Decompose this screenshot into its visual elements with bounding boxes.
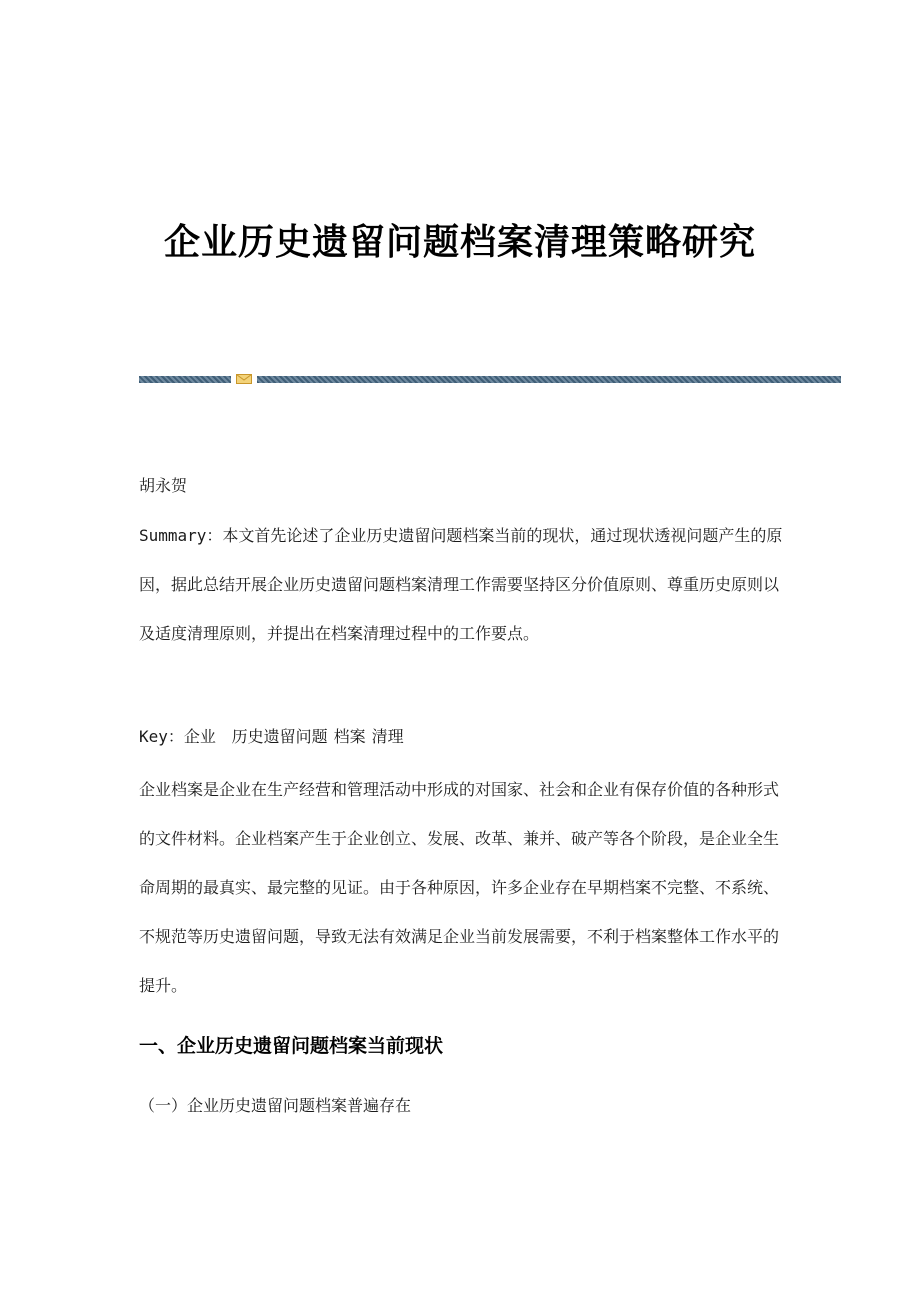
summary-paragraph: Summary：本文首先论述了企业历史遗留问题档案当前的现状，通过现状透视问题产生的原因，据此总结开展企业历史遗留问题档案清理工作需要坚持区分价值原则、尊重历史原则以及适度清理原则，并提出在档案清理过程中的工作要点。 xyxy=(139,526,783,643)
keyword: 历史遗留问题 xyxy=(231,727,328,746)
author-name: 胡永贺 xyxy=(139,476,188,495)
keyword: 企业 xyxy=(183,727,216,746)
keywords-line xyxy=(139,712,784,761)
divider-bar-left xyxy=(139,376,231,383)
keyword: 清理 xyxy=(371,727,404,746)
divider-bar-right xyxy=(257,376,841,383)
section-heading: 一、企业历史遗留问题档案当前现状 xyxy=(139,1035,444,1057)
subsection-heading: （一）企业历史遗留问题档案普遍存在 xyxy=(139,1096,412,1115)
keywords-label: Key： xyxy=(139,727,184,746)
document-title: 企业历史遗留问题档案清理策略研究 xyxy=(163,221,756,263)
intro-paragraph: 企业档案是企业在生产经营和管理活动中形成的对国家、社会和企业有保存价值的各种形式的文件材料。企业档案产生于企业创立、发展、改革、兼并、破产等各个阶段，是企业全生命周期的最真实、最完整的见证。由于各种原因，许多企业存在早期档案不完整、不系统、不规范等历史遗留问题，导致无法有效满足企业当前发展需要，不利于档案整体工作水平的提升。 xyxy=(139,780,780,995)
keyword: 档案 xyxy=(333,727,366,746)
title-divider xyxy=(139,374,841,384)
envelope-ornament-icon xyxy=(236,374,252,384)
